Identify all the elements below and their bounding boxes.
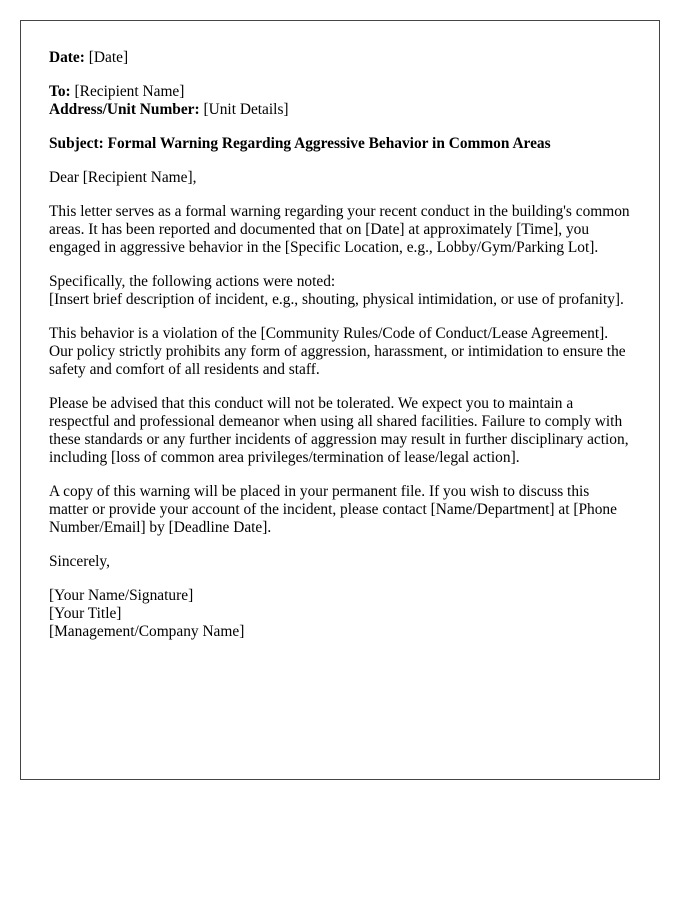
- address-label: Address/Unit Number:: [49, 101, 200, 118]
- incident-intro: Specifically, the following actions were noted:: [49, 273, 336, 290]
- paragraph-violation: This behavior is a violation of the [Community Rules/Code of Conduct/Lease Agreement]. Our policy strictly prohibits any form of aggression, harassment, or intimidation to ensure the safety and comfort of all residents and staff.: [49, 325, 626, 378]
- signature-block: [49, 587, 631, 641]
- incident-details: [49, 273, 631, 309]
- signoff: Sincerely,: [49, 553, 110, 570]
- paragraph-file-notice: A copy of this warning will be placed in your permanent file. If you wish to discuss this matter or provide your account of the incident, please contact [Name/Department] at [Phone Number/Email] by [Deadline Date].: [49, 483, 617, 536]
- to-value: [Recipient Name]: [74, 83, 185, 100]
- signature-title: [Your Title]: [49, 605, 122, 622]
- address-line: [49, 101, 631, 119]
- incident-description: [Insert brief description of incident, e.g., shouting, physical intimidation, or use of profanity].: [49, 291, 624, 308]
- salutation: Dear [Recipient Name],: [49, 169, 197, 186]
- date-label: Date:: [49, 49, 85, 66]
- paragraph-conduct: This letter serves as a formal warning regarding your recent conduct in the building's common areas. It has been reported and documented that on [Date] at approximately [Time], you engaged in aggressive behavior in the [Specific Location, e.g., Lobby/Gym/Parking Lot].: [49, 203, 630, 256]
- letter-page: [20, 20, 660, 780]
- to-line: [49, 83, 631, 101]
- paragraph-consequences: Please be advised that this conduct will not be tolerated. We expect you to maintain a respectful and professional demeanor when using all shared facilities. Failure to comply with these standards or any further incidents of aggression may result in further disciplinary action, including [loss of common area privileges/termination of lease/legal action].: [49, 395, 629, 466]
- subject-line: Subject: Formal Warning Regarding Aggressive Behavior in Common Areas: [49, 135, 551, 152]
- address-value: [Unit Details]: [203, 101, 289, 118]
- signature-company: [Management/Company Name]: [49, 623, 245, 640]
- date-line: [49, 49, 631, 67]
- recipient-block: [49, 83, 631, 119]
- date-value: [Date]: [88, 49, 129, 66]
- signature-name: [Your Name/Signature]: [49, 587, 194, 604]
- to-label: To:: [49, 83, 71, 100]
